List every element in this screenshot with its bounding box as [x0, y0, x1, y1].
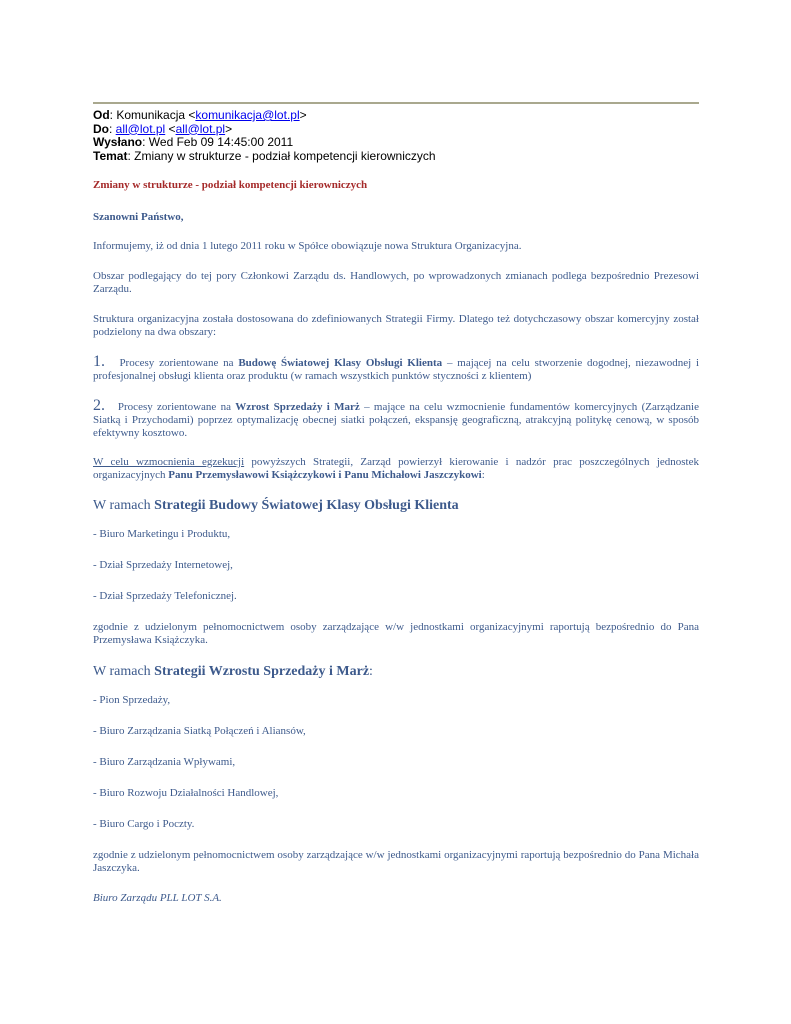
- list-item: - Biuro Zarządzania Siatką Połączeń i Aliansów,: [93, 725, 306, 737]
- sent-label: Wysłano: [93, 135, 143, 149]
- paragraph-area: Obszar podlegający do tej pory Członkowi Zarządu ds. Handlowych, po wprowadzonych zmianach podlega bezpośrednio Prezesowi Zarządu.: [93, 270, 699, 295]
- paragraph-assignment: W celu wzmocnienia egzekucji powyższych Strategii, Zarząd powierzył kierowanie i nadzór prac poszczególnych jednostek organizacyjnych Panu Przemysławowi Książczykowi i Panu Michałowi Jaszczykowi:: [93, 456, 699, 481]
- sent-line: Wysłano: Wed Feb 09 14:45:00 2011: [93, 135, 294, 149]
- from-line: Od: Komunikacja <komunikacja@lot.pl>: [93, 108, 307, 122]
- from-name: Komunikacja <: [116, 108, 196, 122]
- sent-value: Wed Feb 09 14:45:00 2011: [148, 135, 294, 149]
- section-note-2: zgodnie z udzielonym pełnomocnictwem osoby zarządzające w/w jednostkami organizacyjnymi raportują bezpośrednio do Pana Michała Jaszczyka.: [93, 849, 699, 874]
- to-label: Do: [93, 121, 109, 136]
- to-email-link-2[interactable]: all@lot.pl: [175, 121, 226, 136]
- signature: Biuro Zarządu PLL LOT S.A.: [93, 892, 222, 904]
- to-line: Do: all@lot.pl <all@lot.pl>: [93, 121, 233, 136]
- email-header: [93, 109, 699, 163]
- from-label: Od: [93, 108, 110, 122]
- from-email-link[interactable]: komunikacja@lot.pl: [195, 108, 300, 122]
- list-item: - Dział Sprzedaży Internetowej,: [93, 559, 233, 571]
- list-item: - Dział Sprzedaży Telefonicznej.: [93, 590, 237, 602]
- section-heading-1: W ramach Strategii Budowy Światowej Klasy Obsługi Klienta: [93, 498, 459, 513]
- body-title: Zmiany w strukturze - podział kompetencji kierowniczych: [93, 179, 368, 191]
- list-item: - Biuro Cargo i Poczty.: [93, 818, 195, 830]
- list-item: - Biuro Rozwoju Działalności Handlowej,: [93, 787, 279, 799]
- list-item: - Biuro Marketingu i Produktu,: [93, 528, 231, 540]
- section-heading-2: W ramach Strategii Wzrostu Sprzedaży i Marż:: [93, 664, 373, 679]
- greeting: Szanowni Państwo,: [93, 211, 184, 223]
- paragraph-intro: Informujemy, iż od dnia 1 lutego 2011 roku w Spółce obowiązuje nowa Struktura Organizacyjna.: [93, 240, 522, 252]
- subject-value: Zmiany w strukturze - podział kompetencji kierowniczych: [134, 148, 436, 163]
- subject-label: Temat: [93, 148, 128, 163]
- paragraph-structure: Struktura organizacyjna została dostosowana do zdefiniowanych Strategii Firmy. Dlatego też dotychczasowy obszar komercyjny został podzielony na dwa obszary:: [93, 313, 699, 338]
- list-item: - Pion Sprzedaży,: [93, 694, 171, 706]
- list-item-2: 2. Procesy zorientowane na Wzrost Sprzedaży i Marż – mające na celu wzmocnienie fundamentów komercyjnych (Zarządzanie Siatką i Przychodami) poprzez optymalizację obecnej siatki połączeń, ekspansję geograficzną, atrakcyjną politykę cenową, w sposób efektywny kosztowo.: [93, 397, 699, 439]
- to-email-link[interactable]: all@lot.pl: [115, 121, 166, 136]
- section-note-1: zgodnie z udzielonym pełnomocnictwem osoby zarządzające w/w jednostkami organizacyjnymi raportują bezpośrednio do Pana Przemysława Książczyka.: [93, 621, 699, 646]
- email-body: [93, 179, 699, 905]
- header-divider: [93, 102, 699, 104]
- list-item: - Biuro Zarządzania Wpływami,: [93, 756, 236, 768]
- subject-line: Temat: Zmiany w strukturze - podział kompetencji kierowniczych: [93, 148, 436, 163]
- list-item-1: 1. Procesy zorientowane na Budowę Światowej Klasy Obsługi Klienta – mającej na celu stworzenie dogodnej, niezawodnej i profesjonalnej obsługi klienta oraz produktu (w ramach wszystkich punktów styczności z klientem): [93, 353, 700, 382]
